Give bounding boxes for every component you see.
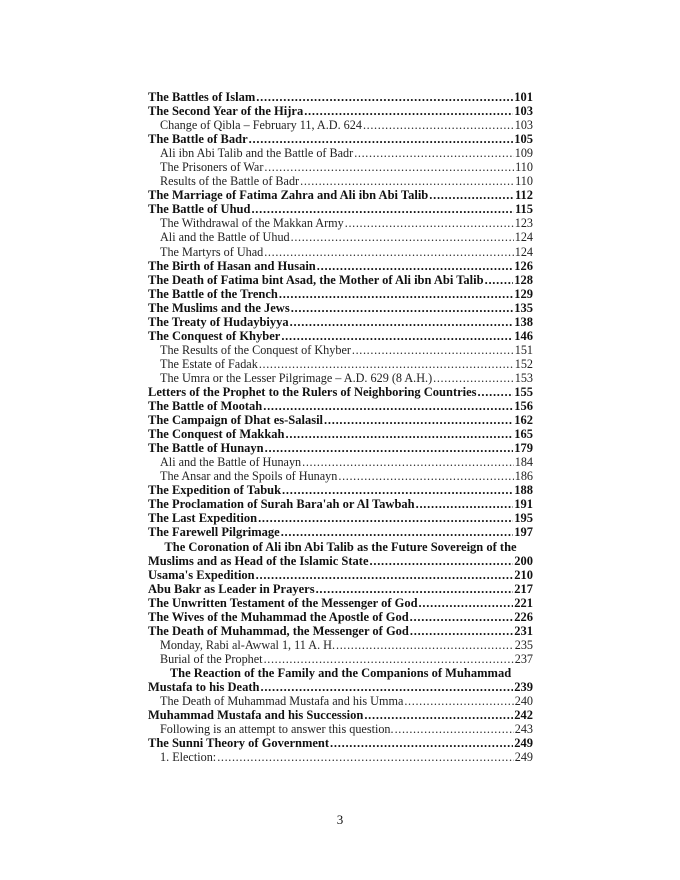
toc-entry[interactable]: [148, 680, 533, 694]
dot-leader: [352, 343, 514, 357]
toc-entry[interactable]: [148, 216, 533, 230]
dot-leader: [260, 680, 513, 694]
dot-leader: [410, 610, 514, 624]
toc-entry[interactable]: [148, 427, 533, 441]
toc-entry[interactable]: [148, 90, 533, 104]
toc-entry-page: 138: [514, 314, 533, 329]
toc-entry-page: 197: [514, 525, 533, 540]
toc-entry-title: Monday, Rabi al-Awwal 1, 11 A. H.: [160, 637, 336, 652]
toc-entry-title: The Death of Fatima bint Asad, the Mother of Ali ibn Abi Talib: [148, 272, 484, 287]
toc-entry[interactable]: [148, 525, 533, 539]
toc-entry-page: 103: [514, 104, 533, 119]
dot-leader: [364, 708, 513, 722]
toc-entry-title: The Unwritten Testament of the Messenger of God: [148, 595, 418, 610]
toc-entry-page: 235: [514, 637, 533, 652]
toc-entry-page: 115: [514, 202, 533, 217]
dot-leader: [404, 694, 513, 708]
toc-entry-title: Mustafa to his Death: [148, 679, 260, 694]
toc-entry-title: Muhammad Mustafa and his Succession: [148, 708, 364, 723]
toc-entry-title: Letters of the Prophet to the Rulers of Neighboring Countries: [148, 384, 477, 399]
toc-entry-title: The Treaty of Hudaybiyya: [148, 314, 289, 329]
toc-entry[interactable]: [148, 736, 533, 750]
toc-entry-page: 156: [514, 399, 533, 414]
toc-entry[interactable]: [148, 287, 533, 301]
dot-leader: [433, 371, 514, 385]
toc-entry-page: 210: [514, 567, 533, 582]
toc-entry[interactable]: [148, 638, 533, 652]
toc-entry-title: Muslims and as Head of the Islamic State: [148, 553, 369, 568]
dot-leader: [290, 315, 514, 329]
toc-entry[interactable]: [148, 343, 533, 357]
dot-leader: [485, 273, 514, 287]
toc-entry-title: The Battle of Mootah: [148, 399, 263, 414]
toc-entry-title: Ali ibn Abi Talib and the Battle of Badr: [160, 146, 354, 161]
dot-leader: [429, 188, 514, 202]
dot-leader: [410, 624, 513, 638]
dot-leader: [345, 216, 514, 230]
toc-entry-page: 110: [515, 160, 533, 175]
dot-leader: [264, 652, 514, 666]
toc-entry-page: 239: [514, 679, 533, 694]
toc-entry-page: 123: [514, 216, 533, 231]
toc-entry-title: The Marriage of Fatima Zahra and Ali ibn Abi Talib: [148, 188, 429, 203]
toc-entry-title: The Withdrawal of the Makkan Army: [160, 216, 344, 231]
toc-entry[interactable]: [148, 399, 533, 413]
dot-leader: [291, 230, 514, 244]
toc-entry-page: 112: [514, 188, 533, 203]
dot-leader: [395, 722, 514, 736]
toc-entry-title: The Reaction of the Family and the Companions of Muhammad: [169, 665, 512, 680]
toc-entry-title: The Birth of Hasan and Husain: [148, 258, 316, 273]
toc-entry-title: The Death of Muhammad, the Messenger of God: [148, 623, 409, 638]
toc-entry-page: 195: [514, 511, 533, 526]
toc-entry-page: 249: [514, 750, 533, 765]
toc-entry-page: 188: [514, 483, 533, 498]
dot-leader: [316, 582, 514, 596]
toc-entry-title: The Results of the Conquest of Khyber: [160, 342, 351, 357]
dot-leader: [259, 357, 514, 371]
toc-entry[interactable]: [148, 118, 533, 132]
dot-leader: [354, 146, 514, 160]
toc-entry-title: The Proclamation of Surah Bara'ah or Al Tawbah: [148, 497, 415, 512]
toc-entry[interactable]: [148, 413, 533, 427]
toc-entry-page: 179: [514, 441, 533, 456]
dot-leader: [264, 245, 513, 259]
dot-leader: [363, 118, 514, 132]
toc-entry-page: 217: [514, 581, 533, 596]
dot-leader: [263, 399, 513, 413]
toc-entry-page: 103: [514, 118, 533, 133]
dot-leader: [416, 497, 514, 511]
dot-leader: [304, 104, 513, 118]
toc-entry-title: The Coronation of Ali ibn Abi Talib as the Future Sovereign of the: [164, 539, 517, 554]
dot-leader: [258, 511, 513, 525]
toc-entry[interactable]: [148, 357, 533, 371]
toc-entry-page: 153: [514, 370, 533, 385]
toc-entry-title: The Battle of the Trench: [148, 286, 278, 301]
toc-entry-page: 101: [514, 90, 533, 104]
toc-entry-page: 165: [514, 427, 533, 442]
toc-entry[interactable]: [148, 540, 533, 554]
toc-entry-title: The Prisoners of War: [160, 160, 264, 175]
dot-leader: [370, 554, 514, 568]
toc-entry[interactable]: [148, 511, 533, 525]
toc-entry[interactable]: [148, 483, 533, 497]
toc-entry-title: The Muslims and the Jews: [148, 300, 290, 315]
toc-entry-page: 243: [514, 722, 533, 737]
dot-leader: [291, 301, 514, 315]
toc-entry-page: 135: [514, 300, 533, 315]
toc-entry-title: The Last Expedition: [148, 511, 258, 526]
toc-entry-page: 221: [514, 595, 533, 610]
toc-entry-title: The Expedition of Tabuk: [148, 483, 282, 498]
toc-entry-page: 186: [514, 469, 533, 484]
toc-entry-title: The Umra or the Lesser Pilgrimage – A.D. 629 (8 A.H.): [160, 370, 433, 385]
toc-entry[interactable]: [148, 146, 533, 160]
dot-leader: [249, 132, 514, 146]
toc-entry[interactable]: [148, 582, 533, 596]
toc-entry[interactable]: [148, 188, 533, 202]
toc-entry-page: 129: [514, 286, 533, 301]
toc-entry-page: 231: [514, 623, 533, 638]
toc-entry-title: The Battle of Badr: [148, 132, 248, 147]
toc-entry-title: Results of the Battle of Badr: [160, 174, 300, 189]
toc-entry-title: 1. Election:: [160, 750, 217, 765]
toc-entry[interactable]: [148, 610, 533, 624]
toc-entry-title: The Ansar and the Spoils of Hunayn: [160, 469, 338, 484]
toc-entry[interactable]: [148, 497, 533, 511]
dot-leader: [281, 329, 513, 343]
toc-entry-title: Ali and the Battle of Hunayn: [160, 455, 302, 470]
toc-entry[interactable]: [148, 441, 533, 455]
dot-leader: [317, 259, 513, 273]
toc-entry[interactable]: [148, 596, 533, 610]
toc-entry-page: 200: [514, 553, 533, 568]
toc-entry-page: 226: [514, 609, 533, 624]
dot-leader: [286, 427, 514, 441]
dot-leader: [256, 568, 514, 582]
dot-leader: [330, 736, 513, 750]
toc-entry-title: The Conquest of Makkah: [148, 427, 285, 442]
toc-entry-title: Abu Bakr as Leader in Prayers: [148, 581, 315, 596]
toc-entry-title: Usama's Expedition: [148, 567, 255, 582]
toc-entry-page: 242: [514, 708, 533, 723]
toc-entry-page: 126: [514, 258, 533, 273]
toc-entry[interactable]: [148, 132, 533, 146]
toc-entry[interactable]: [148, 329, 533, 343]
toc-entry-page: 124: [514, 230, 533, 245]
toc-entry-page: 124: [514, 244, 533, 259]
toc-entry[interactable]: [148, 568, 533, 582]
toc-entry-page: 191: [514, 497, 533, 512]
dot-leader: [419, 596, 514, 610]
toc-entry-page: 151: [514, 342, 533, 357]
toc-entry[interactable]: [148, 230, 533, 244]
dot-leader: [264, 160, 514, 174]
toc-entry[interactable]: [148, 104, 533, 118]
toc-entry-title: The Death of Muhammad Mustafa and his Umma: [160, 694, 404, 709]
toc-entry-page: 184: [514, 455, 533, 470]
toc-entry[interactable]: [148, 160, 533, 174]
dot-leader: [302, 455, 514, 469]
toc-entry-page: 128: [514, 272, 533, 287]
dot-leader: [336, 638, 514, 652]
toc-entry[interactable]: [148, 273, 533, 287]
toc-entry-title: The Martyrs of Uhad: [160, 244, 264, 259]
dot-leader: [251, 202, 513, 216]
table-of-contents: [148, 90, 533, 764]
toc-entry[interactable]: [148, 469, 533, 483]
toc-entry[interactable]: [148, 371, 533, 385]
dot-leader: [338, 469, 513, 483]
toc-entry-page: 146: [514, 328, 533, 343]
toc-entry-title: The Farewell Pilgrimage: [148, 525, 280, 540]
toc-entry[interactable]: [148, 202, 533, 216]
toc-entry-page: 110: [515, 174, 533, 189]
toc-entry[interactable]: [148, 455, 533, 469]
toc-entry-title: Following is an attempt to answer this question.: [160, 722, 394, 737]
toc-entry[interactable]: [148, 694, 533, 708]
toc-entry-page: 109: [514, 146, 533, 161]
toc-entry-title: The Wives of the Muhammad the Apostle of God: [148, 609, 409, 624]
toc-entry-title: The Battle of Uhud: [148, 202, 251, 217]
toc-entry-page: 240: [514, 694, 533, 709]
toc-entry[interactable]: [148, 385, 533, 399]
toc-entry[interactable]: [148, 554, 533, 568]
toc-entry[interactable]: [148, 722, 533, 736]
toc-entry-title: The Estate of Fadak: [160, 356, 258, 371]
toc-entry-page: 162: [514, 413, 533, 428]
dot-leader: [281, 525, 514, 539]
toc-entry-title: The Campaign of Dhat es-Salasil: [148, 413, 324, 428]
toc-entry[interactable]: [148, 259, 533, 273]
toc-entry-page: 155: [514, 384, 533, 399]
page-number: 3: [336, 812, 344, 827]
dot-leader: [279, 287, 513, 301]
toc-entry-page: 237: [514, 651, 533, 666]
toc-entry[interactable]: [148, 666, 533, 680]
toc-entry-page: 152: [514, 356, 533, 371]
toc-entry-title: The Second Year of the Hijra: [148, 104, 304, 119]
dot-leader: [256, 90, 513, 104]
toc-entry-title: The Battles of Islam: [148, 90, 256, 104]
toc-entry-title: The Sunni Theory of Government: [148, 736, 330, 751]
toc-entry-page: 249: [514, 736, 533, 751]
toc-entry-page: 105: [514, 132, 533, 147]
toc-entry[interactable]: [148, 652, 533, 666]
toc-entry[interactable]: [148, 624, 533, 638]
toc-entry[interactable]: [148, 708, 533, 722]
dot-leader: [324, 413, 513, 427]
toc-entry-title: Change of Qibla – February 11, A.D. 624: [160, 118, 362, 133]
dot-leader: [217, 750, 514, 764]
toc-entry[interactable]: [148, 315, 533, 329]
toc-entry-title: Burial of the Prophet: [160, 651, 263, 666]
toc-entry-title: The Battle of Hunayn: [148, 441, 264, 456]
toc-entry[interactable]: [148, 245, 533, 259]
toc-entry[interactable]: [148, 301, 533, 315]
toc-entry[interactable]: [148, 174, 533, 188]
dot-leader: [300, 174, 514, 188]
dot-leader: [282, 483, 513, 497]
dot-leader: [265, 441, 514, 455]
toc-entry-title: The Conquest of Khyber: [148, 328, 281, 343]
dot-leader: [478, 385, 514, 399]
toc-entry[interactable]: [148, 750, 533, 764]
toc-entry-title: Ali and the Battle of Uhud: [160, 230, 290, 245]
